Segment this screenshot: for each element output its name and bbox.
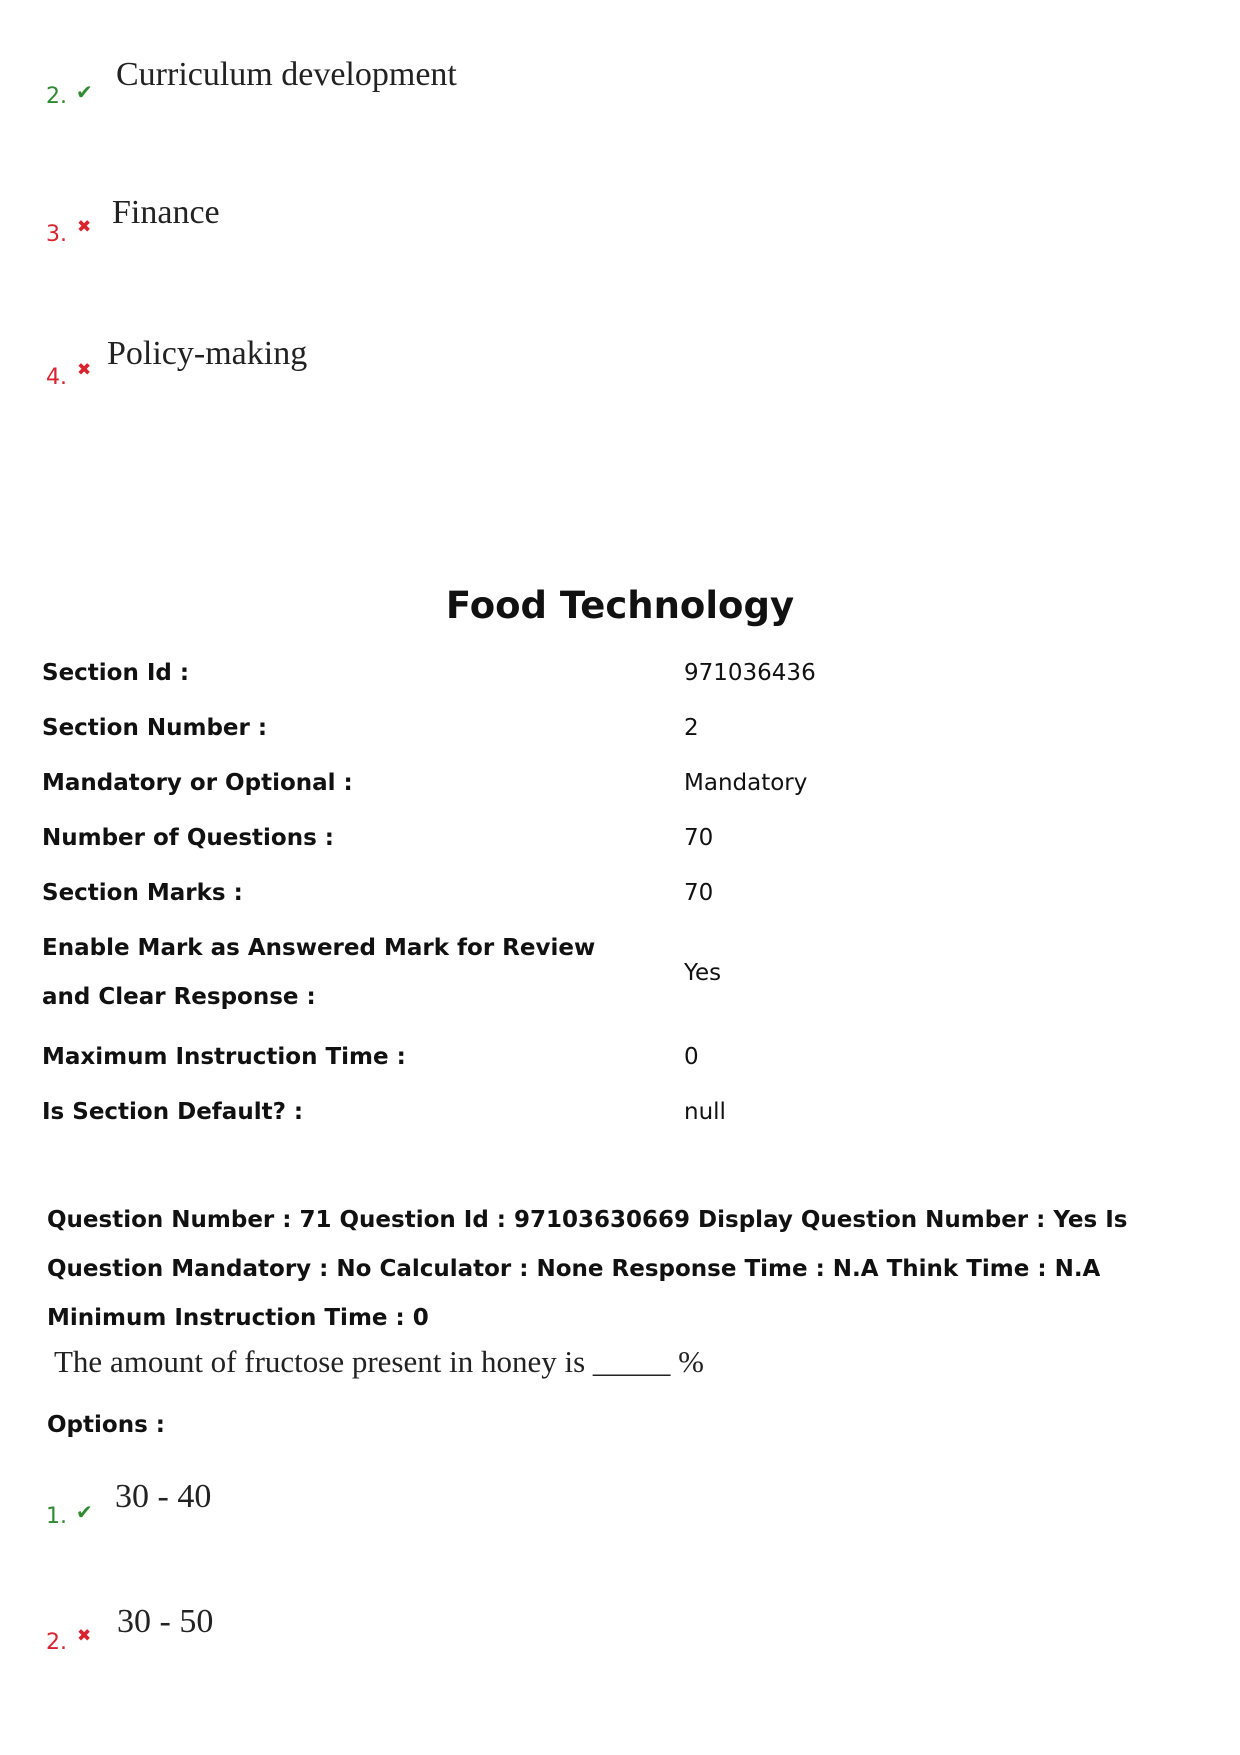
option-text: Policy-making	[107, 335, 308, 372]
info-value: 70	[684, 825, 714, 851]
question-text: The amount of fructose present in honey is _____ %	[54, 1344, 704, 1379]
info-value: Yes	[684, 960, 722, 986]
option-number: 2.	[46, 84, 67, 109]
question-meta: Question Number : 71 Question Id : 97103630669 Display Question Number : Yes Is Question Mandatory : No Calculator : None Response Time : N.A Think Time : N.A Minimum Instruction Time : 0	[47, 1207, 1128, 1331]
info-label: Section Marks :	[42, 880, 243, 906]
option-number: 1.	[46, 1504, 67, 1529]
info-value: 971036436	[684, 660, 816, 686]
info-value: 0	[684, 1044, 699, 1070]
option-number: 2.	[46, 1630, 67, 1655]
cross-icon: ✖	[77, 217, 92, 237]
check-icon: ✔	[76, 1500, 93, 1524]
info-value: Mandatory	[684, 770, 808, 796]
option-text: 30 - 50	[117, 1603, 214, 1640]
info-value: 70	[684, 880, 714, 906]
option-text: 30 - 40	[115, 1478, 212, 1515]
info-label: Section Number :	[42, 715, 268, 741]
cross-icon: ✖	[77, 1626, 92, 1646]
check-icon: ✔	[76, 80, 93, 104]
option-text: Curriculum development	[116, 56, 457, 93]
cross-icon: ✖	[77, 360, 92, 380]
info-value: null	[684, 1099, 726, 1125]
section-title: Food Technology	[445, 584, 795, 627]
info-label: Mandatory or Optional :	[42, 770, 353, 796]
info-label: Number of Questions :	[42, 825, 334, 851]
options-label: Options :	[47, 1412, 165, 1438]
info-label: Maximum Instruction Time :	[42, 1044, 406, 1070]
info-label: Enable Mark as Answered Mark for Review and Clear Response :	[42, 935, 596, 1010]
option-number: 3.	[46, 222, 67, 247]
option-text: Finance	[112, 194, 220, 231]
info-label: Is Section Default? :	[42, 1099, 304, 1125]
option-number: 4.	[46, 365, 67, 390]
info-value: 2	[684, 715, 699, 741]
info-label: Section Id :	[42, 660, 190, 686]
